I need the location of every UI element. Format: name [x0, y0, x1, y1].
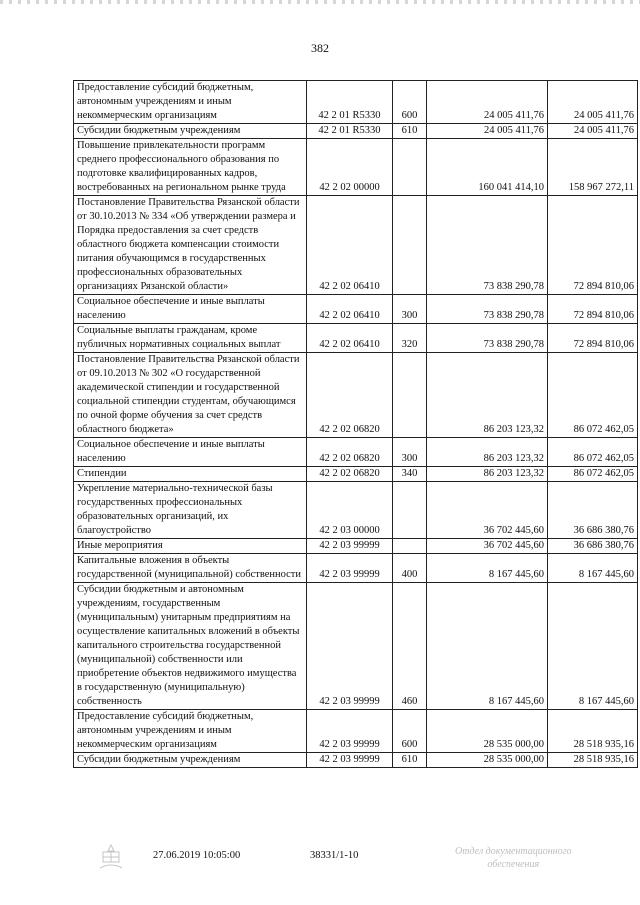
row-amount-planned: 36 702 445,60 [427, 539, 548, 554]
row-target-code: 42 2 03 99999 [307, 753, 393, 768]
table-row [74, 467, 638, 482]
scan-edge [0, 0, 640, 4]
table-row [74, 539, 638, 554]
row-expense-type: 340 [393, 467, 427, 482]
row-target-code: 42 2 03 99999 [307, 710, 393, 753]
row-target-code: 42 2 02 06820 [307, 467, 393, 482]
footer-doc-number: 38331/1-10 [310, 850, 359, 861]
table-row [74, 710, 638, 753]
row-target-code: 42 2 02 06820 [307, 438, 393, 467]
row-amount-planned: 73 838 290,78 [427, 295, 548, 324]
table-row [74, 753, 638, 768]
row-amount-planned: 24 005 411,76 [427, 124, 548, 139]
row-name: Субсидии бюджетным учреждениям [74, 124, 307, 139]
row-expense-type: 610 [393, 753, 427, 768]
row-target-code: 42 2 03 00000 [307, 482, 393, 539]
department-watermark [455, 845, 572, 871]
row-expense-type: 600 [393, 81, 427, 124]
row-amount-executed: 24 005 411,76 [548, 124, 638, 139]
table-row [74, 583, 638, 710]
row-target-code: 42 2 01 R5330 [307, 124, 393, 139]
row-name: Субсидии бюджетным и автономным учреждениям, государственным (муниципальным) унитарным предприятиям на осуществление капитальных вложений в объекты капитального строительства государственной (муниципальной) собственности или приобретение объектов недвижимого имущества в государственную (муниципальную) собственность [74, 583, 307, 710]
table-row [74, 324, 638, 353]
row-expense-type: 400 [393, 554, 427, 583]
row-target-code: 42 2 02 06820 [307, 353, 393, 438]
row-target-code: 42 2 03 99999 [307, 554, 393, 583]
row-amount-executed: 86 072 462,05 [548, 353, 638, 438]
row-amount-planned: 86 203 123,32 [427, 353, 548, 438]
row-amount-planned: 28 535 000,00 [427, 753, 548, 768]
row-amount-executed: 158 967 272,11 [548, 139, 638, 196]
row-expense-type: 300 [393, 438, 427, 467]
row-name: Капитальные вложения в объекты государственной (муниципальной) собственности [74, 554, 307, 583]
table-row [74, 554, 638, 583]
footer-datetime: 27.06.2019 10:05:00 [153, 850, 241, 861]
table-row [74, 124, 638, 139]
row-target-code: 42 2 02 06410 [307, 196, 393, 295]
row-name: Повышение привлекательности программ среднего профессионального образования по подготовке квалифицированных кадров, востребованных на региональном рынке труда [74, 139, 307, 196]
row-amount-executed: 24 005 411,76 [548, 81, 638, 124]
row-target-code: 42 2 03 99999 [307, 539, 393, 554]
row-name: Социальное обеспечение и иные выплаты населению [74, 295, 307, 324]
row-amount-planned: 86 203 123,32 [427, 467, 548, 482]
row-amount-executed: 72 894 810,06 [548, 324, 638, 353]
row-name: Субсидии бюджетным учреждениям [74, 753, 307, 768]
table-row [74, 482, 638, 539]
department-line-1: Отдел документационного [455, 846, 572, 857]
row-amount-planned: 36 702 445,60 [427, 482, 548, 539]
row-expense-type: 600 [393, 710, 427, 753]
row-amount-planned: 160 041 414,10 [427, 139, 548, 196]
department-line-2: обеспечения [487, 859, 540, 870]
row-amount-planned: 28 535 000,00 [427, 710, 548, 753]
row-target-code: 42 2 02 06410 [307, 324, 393, 353]
row-expense-type [393, 482, 427, 539]
row-expense-type [393, 196, 427, 295]
row-target-code: 42 2 01 R5330 [307, 81, 393, 124]
row-name: Укрепление материально-технической базы государственных профессиональных образовательных организаций, их благоустройство [74, 482, 307, 539]
row-name: Постановление Правительства Рязанской области от 30.10.2013 № 334 «Об утверждении размера и Порядка предоставления за счет средств областного бюджета компенсации стоимости питания обучающимся в государственных профессиональных образовательных организациях Рязанской области» [74, 196, 307, 295]
row-amount-planned: 8 167 445,60 [427, 583, 548, 710]
row-name: Иные мероприятия [74, 539, 307, 554]
table-row [74, 353, 638, 438]
stamp-icon [97, 842, 125, 872]
row-amount-planned: 24 005 411,76 [427, 81, 548, 124]
table-row [74, 139, 638, 196]
row-amount-planned: 86 203 123,32 [427, 438, 548, 467]
row-amount-executed: 72 894 810,06 [548, 295, 638, 324]
row-name: Стипендии [74, 467, 307, 482]
row-amount-executed: 36 686 380,76 [548, 482, 638, 539]
table-row [74, 295, 638, 324]
row-amount-executed: 28 518 935,16 [548, 753, 638, 768]
row-amount-planned: 73 838 290,78 [427, 324, 548, 353]
row-expense-type: 460 [393, 583, 427, 710]
row-amount-executed: 28 518 935,16 [548, 710, 638, 753]
row-amount-executed: 86 072 462,05 [548, 467, 638, 482]
row-target-code: 42 2 03 99999 [307, 583, 393, 710]
row-expense-type [393, 539, 427, 554]
row-amount-planned: 8 167 445,60 [427, 554, 548, 583]
budget-table [73, 80, 638, 768]
table-row [74, 196, 638, 295]
row-expense-type: 320 [393, 324, 427, 353]
row-expense-type [393, 139, 427, 196]
row-amount-executed: 86 072 462,05 [548, 438, 638, 467]
row-target-code: 42 2 02 00000 [307, 139, 393, 196]
row-amount-executed: 36 686 380,76 [548, 539, 638, 554]
page-number: 382 [311, 41, 329, 55]
table-row [74, 81, 638, 124]
row-name: Постановление Правительства Рязанской области от 09.10.2013 № 302 «О государственной академической стипендии и государственной социальной стипендии студентам, обучающимся по очной форме обучения за счет средств областного бюджета» [74, 353, 307, 438]
row-target-code: 42 2 02 06410 [307, 295, 393, 324]
row-expense-type [393, 353, 427, 438]
row-amount-planned: 73 838 290,78 [427, 196, 548, 295]
row-amount-executed: 8 167 445,60 [548, 583, 638, 710]
row-expense-type: 610 [393, 124, 427, 139]
row-name: Предоставление субсидий бюджетным, автономным учреждениям и иным некоммерческим организациям [74, 710, 307, 753]
row-expense-type: 300 [393, 295, 427, 324]
table-row [74, 438, 638, 467]
row-amount-executed: 72 894 810,06 [548, 196, 638, 295]
row-amount-executed: 8 167 445,60 [548, 554, 638, 583]
row-name: Социальные выплаты гражданам, кроме публичных нормативных социальных выплат [74, 324, 307, 353]
row-name: Социальное обеспечение и иные выплаты населению [74, 438, 307, 467]
row-name: Предоставление субсидий бюджетным, автономным учреждениям и иным некоммерческим организациям [74, 81, 307, 124]
